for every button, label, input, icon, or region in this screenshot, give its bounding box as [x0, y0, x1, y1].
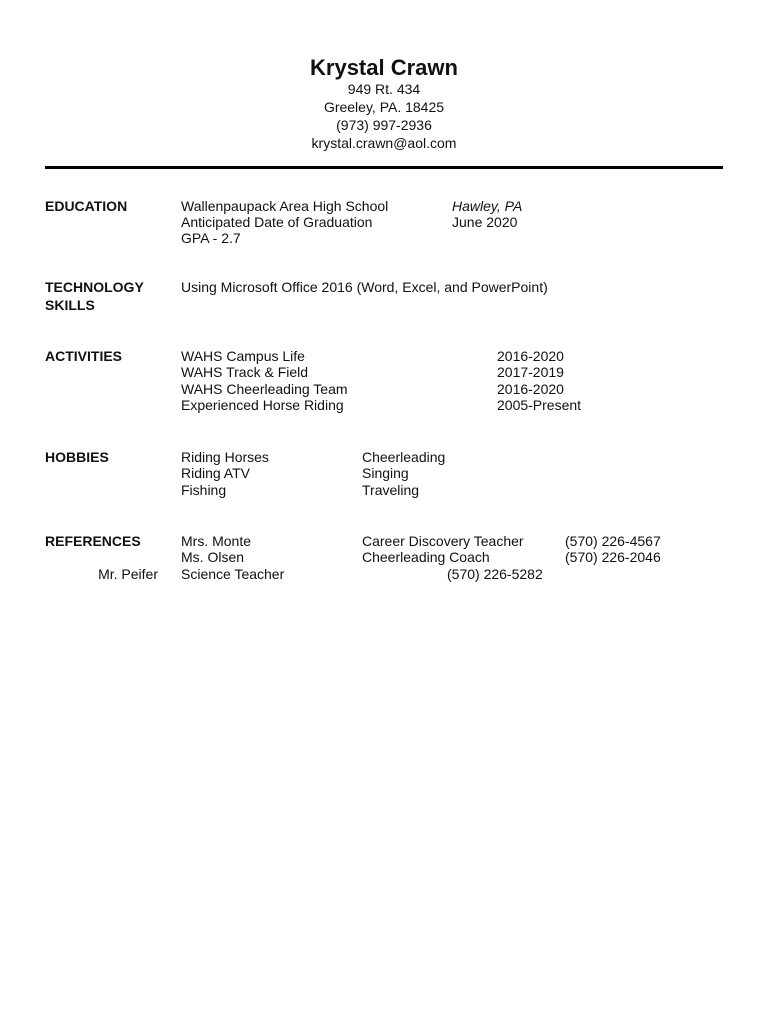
hobby-item: Cheerleading — [362, 449, 446, 465]
hobby-item: Riding Horses — [181, 449, 269, 465]
activity-years: 2017-2019 — [497, 364, 564, 380]
header-divider — [45, 166, 723, 169]
reference-name: Mr. Peifer — [98, 566, 158, 582]
technology-heading-line2: SKILLS — [45, 297, 95, 313]
activity-years: 2016-2020 — [497, 348, 564, 364]
email-address: krystal.crawn@aol.com — [311, 135, 457, 151]
education-graduation-date: June 2020 — [452, 214, 518, 230]
address-line-2: Greeley, PA. 18425 — [323, 99, 445, 115]
hobbies-heading: HOBBIES — [45, 449, 109, 465]
reference-name: Ms. Olsen — [181, 549, 245, 565]
reference-title: Science Teacher — [181, 566, 285, 582]
activity-name: WAHS Cheerleading Team — [181, 381, 348, 397]
hobby-item: Traveling — [362, 482, 420, 498]
reference-title: Cheerleading Coach — [362, 549, 490, 565]
reference-phone: (570) 226-2046 — [565, 549, 661, 565]
reference-phone: (570) 226-5282 — [447, 566, 543, 582]
education-graduation-label: Anticipated Date of Graduation — [181, 214, 373, 230]
hobby-item: Riding ATV — [181, 465, 250, 481]
reference-phone: (570) 226-4567 — [565, 533, 661, 549]
activity-name: WAHS Track & Field — [181, 364, 309, 380]
education-gpa: GPA - 2.7 — [181, 230, 241, 246]
technology-text: Using Microsoft Office 2016 (Word, Excel, and PowerPoint) — [181, 279, 548, 295]
activity-name: Experienced Horse Riding — [181, 397, 344, 413]
education-school: Wallenpaupack Area High School — [181, 198, 389, 214]
resume-name: Krystal Crawn — [310, 55, 458, 80]
reference-title: Career Discovery Teacher — [362, 533, 524, 549]
activity-name: WAHS Campus Life — [181, 348, 305, 364]
hobby-item: Singing — [362, 465, 409, 481]
phone-number: (973) 997-2936 — [336, 117, 432, 133]
references-heading: REFERENCES — [45, 533, 141, 549]
hobby-item: Fishing — [181, 482, 227, 498]
education-location: Hawley, PA — [452, 198, 523, 214]
reference-name: Mrs. Monte — [181, 533, 252, 549]
activity-years: 2016-2020 — [497, 381, 564, 397]
activities-heading: ACTIVITIES — [45, 348, 123, 364]
address-line-1: 949 Rt. 434 — [347, 81, 421, 97]
activity-years: 2005-Present — [497, 397, 582, 413]
education-heading: EDUCATION — [45, 198, 128, 214]
technology-heading-line1: TECHNOLOGY — [45, 279, 144, 295]
